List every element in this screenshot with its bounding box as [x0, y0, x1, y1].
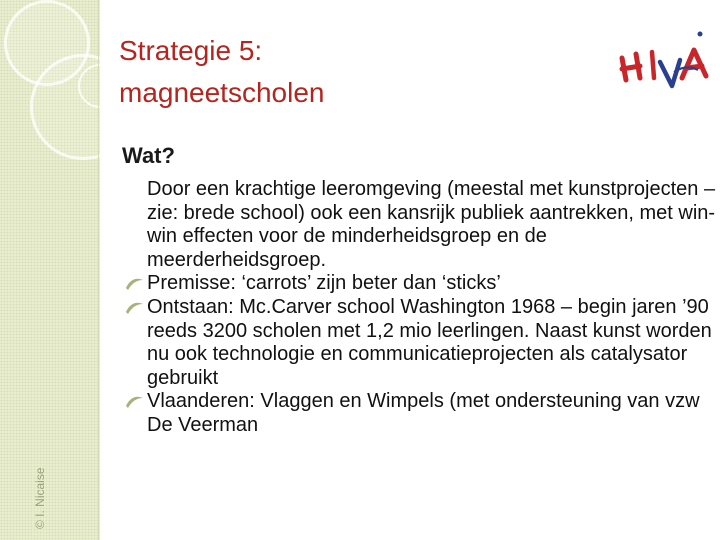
- bullet-text: Vlaanderen: Vlaggen en Wimpels (met ondersteuning van vzw De Veerman: [147, 390, 700, 436]
- slide-body: [122, 178, 720, 438]
- swoosh-bullet-icon: [124, 275, 144, 293]
- subheading: Wat?: [122, 143, 175, 168]
- bullet-item: [122, 296, 720, 390]
- slide-title-line-1: Strategie 5:: [119, 35, 263, 66]
- slide-title: [119, 30, 559, 114]
- intro-paragraph: Door een krachtige leeromgeving (meestal met kunstprojecten – zie: brede school) ook een kansrijk publiek aantrekken, met win-win effecten voor de minderheidsgroep en de meerderheidsgroep.: [147, 178, 716, 271]
- bullet-item: [122, 272, 720, 296]
- copyright-notice: © I. Nicaise: [33, 467, 47, 529]
- bullet-item: [122, 390, 720, 437]
- swoosh-bullet-icon: [124, 299, 144, 317]
- bullet-text: Ontstaan: Mc.Carver school Washington 1968 – begin jaren ’90 reeds 3200 scholen met 1,2 mio leerlingen. Naast kunst worden nu ook technologie en communicatieprojecten als catalysator gebruikt: [147, 295, 712, 389]
- bullet-text: Premisse: ‘carrots’ zijn beter dan ‘sticks’: [147, 272, 501, 295]
- decorative-sidebar: [0, 0, 100, 540]
- hiva-logo-icon: [616, 28, 714, 98]
- decorative-ring: [78, 64, 122, 108]
- sidebar-divider: [98, 0, 99, 540]
- swoosh-bullet-icon: [124, 393, 144, 411]
- slide-title-line-2: magneetscholen: [119, 77, 325, 108]
